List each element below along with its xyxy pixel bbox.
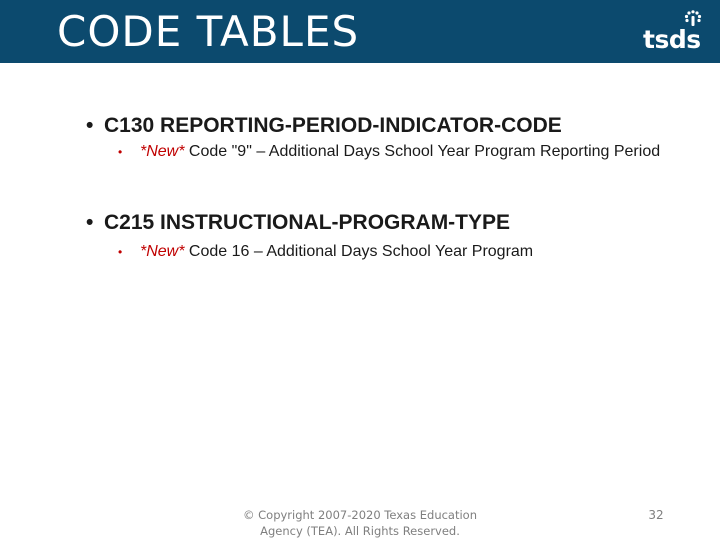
tsds-logo — [643, 8, 711, 56]
sub-bullet-marker: • — [118, 145, 123, 159]
slide-title: CODE TABLES — [57, 7, 360, 56]
title-bar — [0, 0, 720, 63]
bullet-label: C215 INSTRUCTIONAL-PROGRAM-TYPE — [104, 211, 511, 234]
sub-bullet-c130 — [118, 142, 688, 162]
bullet-c130 — [86, 113, 562, 139]
bullet-marker: • — [86, 211, 94, 234]
copyright-line: © Copyright 2007-2020 Texas Education — [242, 508, 478, 522]
sub-bullet-text: Code "9" – Additional Days School Year Program Reporting Period — [184, 143, 661, 160]
sub-bullet-marker: • — [118, 245, 123, 259]
sub-bullet-text: Code 16 – Additional Days School Year Program — [184, 243, 534, 260]
bullet-marker: • — [86, 114, 94, 137]
bullet-c215 — [86, 210, 510, 236]
new-tag: *New* — [140, 243, 185, 260]
sub-bullet-c215 — [118, 242, 688, 262]
copyright-footer — [230, 507, 490, 539]
bullet-label: C130 REPORTING-PERIOD-INDICATOR-CODE — [104, 114, 562, 137]
logo-wordmark: tsds — [643, 25, 701, 54]
page-number: 32 — [648, 508, 664, 522]
copyright-line: Agency (TEA). All Rights Reserved. — [260, 524, 460, 538]
new-tag: *New* — [140, 143, 185, 160]
